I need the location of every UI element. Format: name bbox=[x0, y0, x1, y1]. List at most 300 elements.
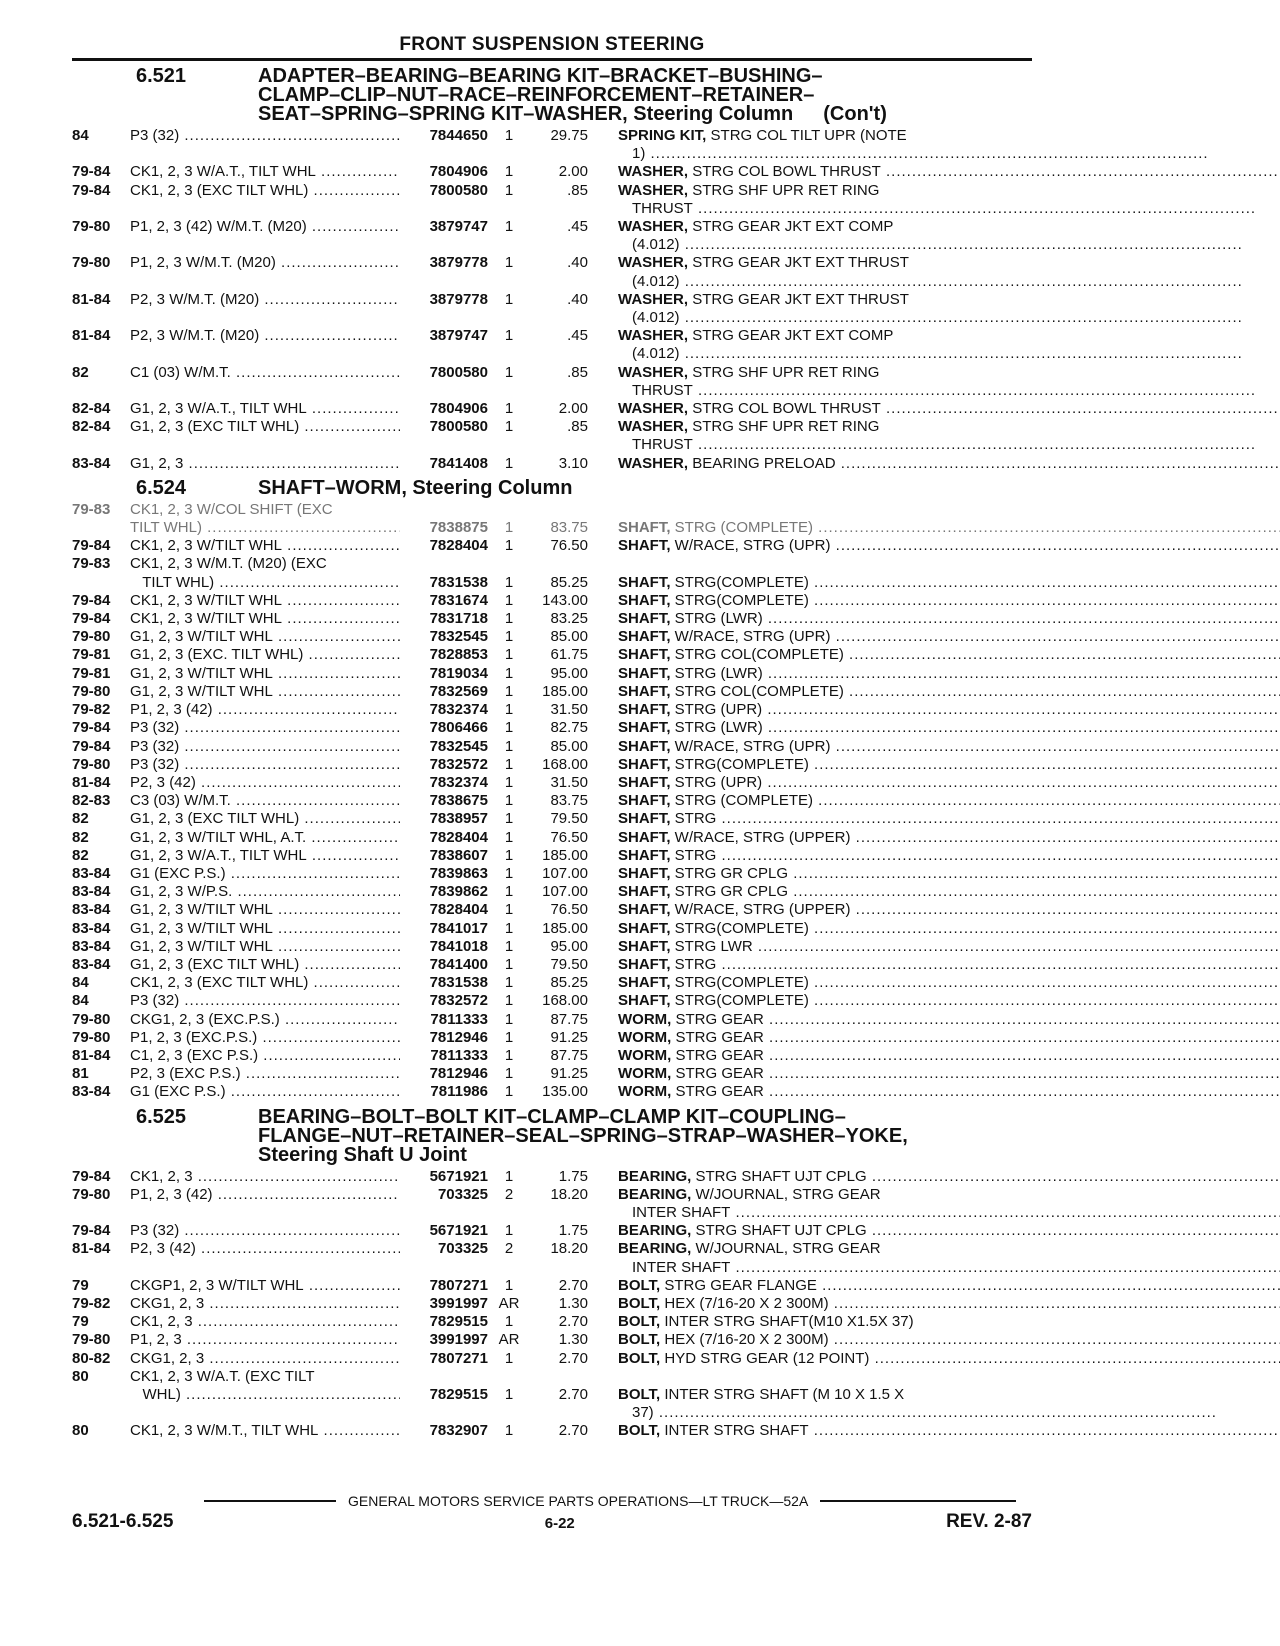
part-row bbox=[72, 163, 1032, 181]
part-name: WASHER, bbox=[618, 218, 689, 236]
description-text: STRG SHF UPR RET RING bbox=[692, 418, 880, 436]
model-applicability bbox=[130, 519, 400, 537]
price: 2.70 bbox=[558, 1313, 588, 1331]
model-text: P3 (32) bbox=[130, 1222, 180, 1240]
model-applicability bbox=[130, 163, 400, 181]
part-number bbox=[400, 555, 488, 573]
part-description bbox=[588, 1350, 1280, 1368]
price: 168.00 bbox=[542, 755, 588, 773]
year-range: 83-84 bbox=[72, 454, 111, 472]
description-line bbox=[618, 901, 1280, 919]
part-number: 7832374 bbox=[429, 701, 488, 719]
model-applicability bbox=[130, 1313, 400, 1331]
part-row bbox=[72, 555, 1032, 573]
part-name: SHAFT, bbox=[618, 646, 671, 664]
price: 135.00 bbox=[542, 1083, 588, 1101]
price: 185.00 bbox=[542, 682, 588, 700]
part-number: 3879778 bbox=[429, 254, 488, 272]
description-line bbox=[618, 938, 1280, 956]
price: 83.75 bbox=[550, 792, 588, 810]
part-number: 3991997 bbox=[429, 1331, 488, 1349]
price: 1.75 bbox=[558, 1167, 588, 1185]
price: 82.75 bbox=[550, 719, 588, 737]
description-line bbox=[618, 1313, 1032, 1331]
description-line bbox=[618, 646, 1280, 664]
price: 76.50 bbox=[550, 901, 588, 919]
part-row bbox=[72, 1047, 1032, 1065]
part-description bbox=[588, 1222, 1280, 1240]
year-range: 80 bbox=[72, 1422, 89, 1440]
model-text: CK1, 2, 3 W/COL SHIFT (EXC bbox=[130, 500, 333, 518]
description-line bbox=[618, 1168, 1280, 1186]
quantity: 1 bbox=[504, 1386, 514, 1403]
year-range: 82-83 bbox=[72, 792, 111, 810]
part-description bbox=[588, 574, 1280, 592]
description-line bbox=[618, 291, 1243, 309]
part-number: 7819034 bbox=[429, 664, 488, 682]
part-description bbox=[588, 738, 1280, 756]
description-text: STRG COL(COMPLETE) bbox=[674, 646, 844, 664]
price: 2.70 bbox=[558, 1349, 588, 1367]
model-applicability bbox=[130, 592, 400, 610]
part-name: SHAFT, bbox=[618, 591, 671, 609]
section-title-line-wrap bbox=[258, 105, 1032, 124]
model-applicability bbox=[130, 1011, 400, 1029]
part-name: SHAFT, bbox=[618, 701, 671, 719]
part-description bbox=[588, 592, 1280, 610]
model-text: G1, 2, 3 (EXC TILT WHL) bbox=[130, 955, 300, 973]
description-text: STRG GR CPLG bbox=[674, 883, 789, 901]
description-text: STRG GEAR JKT EXT THRUST bbox=[692, 290, 909, 308]
price: .85 bbox=[567, 181, 588, 199]
description-line bbox=[618, 992, 1280, 1010]
price: .45 bbox=[567, 327, 588, 345]
part-number: 7831538 bbox=[429, 974, 488, 992]
price: 91.25 bbox=[550, 1028, 588, 1046]
description-text: INTER STRG SHAFT (M 10 X 1.5 X bbox=[664, 1386, 905, 1403]
price: 2.70 bbox=[558, 1276, 588, 1294]
description-line bbox=[618, 1350, 1280, 1368]
description-continuation: (4.012) ..... bbox=[618, 236, 1243, 254]
part-row bbox=[72, 1168, 1032, 1186]
model-applicability bbox=[130, 455, 400, 473]
part-name: WASHER, bbox=[618, 163, 689, 181]
model-text: G1, 2, 3 W/TILT WHL bbox=[130, 901, 273, 919]
quantity: 1 bbox=[504, 290, 514, 308]
description-line bbox=[618, 774, 1280, 792]
part-description bbox=[588, 992, 1280, 1010]
description-text: STRG COL BOWL THRUST bbox=[692, 163, 881, 181]
part-description bbox=[588, 1029, 1280, 1047]
model-text: G1, 2, 3 bbox=[130, 454, 184, 472]
section-title-line: BEARING–BOLT–BOLT KIT–CLAMP–CLAMP KIT–COUPLING– bbox=[258, 1105, 846, 1128]
price bbox=[530, 1368, 588, 1386]
part-number: 7804906 bbox=[429, 400, 488, 418]
part-description bbox=[588, 810, 1280, 828]
part-name: WORM, bbox=[618, 1010, 672, 1028]
model-applicability bbox=[130, 1029, 400, 1047]
quantity: 1 bbox=[504, 1167, 514, 1185]
year-range: 79-80 bbox=[72, 1331, 111, 1349]
part-number: 7804906 bbox=[429, 163, 488, 181]
part-name: BEARING, bbox=[618, 1167, 692, 1185]
part-number: 7841408 bbox=[429, 454, 488, 472]
part-row bbox=[72, 865, 1032, 883]
part-description bbox=[588, 628, 1280, 646]
model-applicability bbox=[130, 920, 400, 938]
part-row bbox=[72, 1422, 1032, 1440]
model-text: CKGP1, 2, 3 W/TILT WHL bbox=[130, 1276, 304, 1294]
part-number: 5671921 bbox=[429, 1222, 488, 1240]
description-text: W/RACE, STRG (UPR) bbox=[674, 628, 831, 646]
part-row bbox=[72, 1083, 1032, 1101]
quantity: 1 bbox=[504, 828, 514, 846]
year-range: 83-84 bbox=[72, 901, 111, 919]
part-row bbox=[72, 592, 1032, 610]
description-text: STRG (UPR) bbox=[674, 701, 763, 719]
quantity: 1 bbox=[504, 919, 514, 937]
part-description bbox=[588, 1047, 1280, 1065]
part-name: BOLT, bbox=[618, 1386, 661, 1403]
description-line bbox=[618, 455, 1280, 473]
footer-line bbox=[72, 1493, 1032, 1509]
description-text: STRG SHAFT UJT CPLG bbox=[695, 1222, 867, 1240]
quantity: AR bbox=[498, 1331, 520, 1349]
part-row bbox=[72, 1277, 1032, 1295]
model-applicability bbox=[130, 555, 400, 573]
model-text: CK1, 2, 3 bbox=[130, 1313, 193, 1331]
price: 83.75 bbox=[550, 519, 588, 537]
model-applicability bbox=[130, 327, 400, 363]
quantity: 1 bbox=[504, 701, 514, 719]
part-number: 7807271 bbox=[429, 1276, 488, 1294]
part-description bbox=[588, 501, 1032, 519]
part-row bbox=[72, 992, 1032, 1010]
price: 1.30 bbox=[558, 1294, 588, 1312]
model-applicability bbox=[130, 901, 400, 919]
part-row bbox=[72, 901, 1032, 919]
part-row bbox=[72, 829, 1032, 847]
quantity: 1 bbox=[504, 737, 514, 755]
part-number: 7838607 bbox=[429, 846, 488, 864]
year-range: 80 bbox=[72, 1367, 89, 1385]
model-applicability bbox=[130, 646, 400, 664]
price: 79.50 bbox=[550, 955, 588, 973]
part-row bbox=[72, 1295, 1032, 1313]
continued-label: (Con't) bbox=[823, 103, 887, 125]
description-line bbox=[618, 610, 1280, 628]
model-applicability bbox=[130, 756, 400, 774]
year-range bbox=[72, 519, 130, 537]
price: 31.50 bbox=[550, 773, 588, 791]
price: 29.75 bbox=[550, 127, 588, 144]
part-row bbox=[72, 701, 1032, 719]
model-applicability bbox=[130, 683, 400, 701]
part-number: 7800580 bbox=[429, 181, 488, 199]
price: 85.25 bbox=[550, 573, 588, 591]
part-name: WORM, bbox=[618, 1046, 672, 1064]
description-line bbox=[618, 920, 1280, 938]
description-text: STRG (UPR) bbox=[674, 773, 763, 791]
part-row bbox=[72, 628, 1032, 646]
description-continuation: THRUST ..... bbox=[618, 382, 1256, 400]
part-row bbox=[72, 364, 1032, 400]
model-applicability bbox=[130, 1277, 400, 1295]
model-applicability bbox=[130, 182, 400, 218]
model-text: P2, 3 W/M.T. (M20) bbox=[130, 327, 260, 345]
section-number: 6.521 bbox=[136, 65, 187, 87]
year-range: 79-84 bbox=[72, 181, 111, 199]
part-name: SHAFT, bbox=[618, 737, 671, 755]
part-description bbox=[588, 1168, 1280, 1186]
description-line bbox=[618, 127, 1209, 145]
model-text: CK1, 2, 3 W/M.T. (M20) (EXC bbox=[130, 555, 327, 573]
model-text: G1, 2, 3 W/TILT WHL bbox=[130, 919, 273, 937]
part-name: BEARING, bbox=[618, 1185, 692, 1203]
model-applicability bbox=[130, 1222, 400, 1240]
model-text: G1, 2, 3 (EXC. TILT WHL) bbox=[130, 646, 304, 664]
part-row bbox=[72, 127, 1032, 163]
part-row bbox=[72, 738, 1032, 756]
part-row bbox=[72, 665, 1032, 683]
part-description bbox=[588, 455, 1280, 473]
model-applicability bbox=[130, 254, 400, 290]
price: 85.00 bbox=[550, 628, 588, 646]
part-number: 7841017 bbox=[429, 919, 488, 937]
page-title: FRONT SUSPENSION STEERING bbox=[399, 34, 705, 55]
part-description bbox=[588, 901, 1280, 919]
part-description bbox=[588, 665, 1280, 683]
year-range bbox=[72, 1386, 130, 1422]
model-text: G1, 2, 3 W/P.S. bbox=[130, 883, 233, 901]
quantity: 1 bbox=[504, 682, 514, 700]
part-description bbox=[588, 1065, 1280, 1083]
model-text: P2, 3 (42) bbox=[130, 773, 196, 791]
part-name: WASHER, bbox=[618, 363, 689, 381]
part-number: 7838675 bbox=[429, 792, 488, 810]
price bbox=[530, 555, 588, 573]
quantity: 1 bbox=[504, 846, 514, 864]
model-applicability bbox=[130, 847, 400, 865]
model-applicability bbox=[130, 418, 400, 454]
description-text: STRG bbox=[674, 955, 717, 973]
part-row bbox=[72, 327, 1032, 363]
part-number: 7832572 bbox=[429, 755, 488, 773]
part-number: 3879778 bbox=[429, 290, 488, 308]
part-description bbox=[588, 756, 1280, 774]
description-text: STRG(COMPLETE) bbox=[674, 591, 809, 609]
quantity: 1 bbox=[504, 864, 514, 882]
model-text: C1 (03) W/M.T. bbox=[130, 363, 231, 381]
part-name: SHAFT, bbox=[618, 792, 671, 810]
model-text: CKG1, 2, 3 bbox=[130, 1294, 205, 1312]
description-line bbox=[618, 327, 1243, 345]
part-description bbox=[588, 1295, 1280, 1313]
year-range: 80-82 bbox=[72, 1349, 111, 1367]
sections-container bbox=[72, 67, 1032, 1441]
description-text: STRG GEAR bbox=[675, 1083, 764, 1101]
part-name: SHAFT, bbox=[618, 846, 671, 864]
year-range: 83-84 bbox=[72, 883, 111, 901]
price: 185.00 bbox=[542, 846, 588, 864]
model-applicability bbox=[130, 956, 400, 974]
part-number: 7839863 bbox=[429, 864, 488, 882]
part-number: 7832572 bbox=[429, 992, 488, 1010]
model-text: P1, 2, 3 (42) W/M.T. (M20) bbox=[130, 218, 307, 236]
model-text: P2, 3 (EXC P.S.) bbox=[130, 1065, 241, 1083]
part-row bbox=[72, 1386, 1032, 1422]
price: 61.75 bbox=[550, 646, 588, 664]
description-text: STRG(COMPLETE) bbox=[674, 755, 809, 773]
description-continuation: 37) ..... bbox=[618, 1404, 1217, 1422]
part-number: 7832907 bbox=[429, 1422, 488, 1440]
year-range: 79-81 bbox=[72, 646, 111, 664]
model-text: G1, 2, 3 W/A.T., TILT WHL bbox=[130, 846, 307, 864]
header-rule bbox=[72, 58, 1032, 61]
description-line bbox=[618, 1222, 1280, 1240]
model-text: CK1, 2, 3 bbox=[130, 1167, 193, 1185]
model-applicability bbox=[130, 883, 400, 901]
description-text: STRG GEAR bbox=[675, 1046, 764, 1064]
part-description bbox=[588, 1368, 1032, 1386]
description-continuation: 1) ..... bbox=[618, 145, 1209, 163]
part-number: 703325 bbox=[437, 1240, 488, 1258]
part-name: SHAFT, bbox=[618, 883, 671, 901]
quantity: 1 bbox=[504, 646, 514, 664]
model-applicability bbox=[130, 792, 400, 810]
part-description bbox=[588, 1240, 1280, 1276]
model-text: G1, 2, 3 W/A.T., TILT WHL bbox=[130, 400, 307, 418]
price: 95.00 bbox=[550, 664, 588, 682]
part-row bbox=[72, 291, 1032, 327]
price: 31.50 bbox=[550, 701, 588, 719]
model-text: P3 (32) bbox=[130, 992, 180, 1010]
description-line bbox=[618, 519, 1280, 537]
part-row bbox=[72, 455, 1032, 473]
quantity: 1 bbox=[504, 883, 514, 901]
description-line bbox=[618, 1011, 1280, 1029]
part-name: BEARING, bbox=[618, 1222, 692, 1240]
part-row bbox=[72, 956, 1032, 974]
quantity: 1 bbox=[504, 628, 514, 646]
model-text: CKG1, 2, 3 (EXC.P.S.) bbox=[130, 1010, 280, 1028]
part-description bbox=[588, 610, 1280, 628]
description-text: STRG GEAR FLANGE bbox=[664, 1276, 817, 1294]
year-range: 81 bbox=[72, 1065, 89, 1083]
section-title-line: Steering Shaft U Joint bbox=[258, 1143, 467, 1166]
year-range: 82 bbox=[72, 363, 89, 381]
part-name: SHAFT, bbox=[618, 919, 671, 937]
description-text: STRG(COMPLETE) bbox=[674, 992, 809, 1010]
description-text: STRG (LWR) bbox=[674, 664, 763, 682]
model-applicability bbox=[130, 719, 400, 737]
part-name: WORM, bbox=[618, 1065, 672, 1083]
part-row bbox=[72, 1222, 1032, 1240]
part-name: SHAFT, bbox=[618, 573, 671, 591]
description-line bbox=[618, 182, 1256, 200]
description-text: INTER STRG SHAFT(M10 X1.5X 37) bbox=[664, 1313, 914, 1331]
year-range: 79-80 bbox=[72, 1028, 111, 1046]
part-description bbox=[588, 537, 1280, 555]
year-range: 84 bbox=[72, 992, 89, 1010]
part-description bbox=[588, 1083, 1280, 1101]
description-line bbox=[618, 1240, 1280, 1258]
part-name: WASHER, bbox=[618, 454, 689, 472]
part-name: WORM, bbox=[618, 1028, 672, 1046]
price: 107.00 bbox=[542, 883, 588, 901]
model-text: G1, 2, 3 (EXC TILT WHL) bbox=[130, 810, 300, 828]
part-description bbox=[588, 291, 1243, 327]
year-range: 79-84 bbox=[72, 163, 111, 181]
price: 18.20 bbox=[550, 1240, 588, 1258]
year-range: 82-84 bbox=[72, 418, 111, 436]
part-number: 703325 bbox=[437, 1185, 488, 1203]
description-text: W/RACE, STRG (UPR) bbox=[674, 537, 831, 555]
part-name: BEARING, bbox=[618, 1240, 692, 1258]
part-name: SHAFT, bbox=[618, 682, 671, 700]
quantity: 1 bbox=[504, 773, 514, 791]
year-range: 79-80 bbox=[72, 254, 111, 272]
quantity: 1 bbox=[504, 1422, 514, 1440]
description-continuation: (4.012) ..... bbox=[618, 309, 1243, 327]
model-text: TILT WHL) bbox=[130, 573, 215, 591]
part-number: 3879747 bbox=[429, 218, 488, 236]
description-line bbox=[618, 738, 1280, 756]
part-row bbox=[72, 974, 1032, 992]
model-text: P1, 2, 3 W/M.T. (M20) bbox=[130, 254, 276, 272]
part-row bbox=[72, 537, 1032, 555]
model-applicability bbox=[130, 501, 400, 519]
model-text: WHL) bbox=[130, 1386, 181, 1403]
part-row bbox=[72, 1331, 1032, 1349]
part-description bbox=[588, 956, 1280, 974]
description-line bbox=[618, 883, 1280, 901]
year-range: 82 bbox=[72, 846, 89, 864]
part-row bbox=[72, 646, 1032, 664]
section-title bbox=[258, 476, 1032, 499]
model-applicability bbox=[130, 1186, 400, 1222]
part-row bbox=[72, 218, 1032, 254]
price bbox=[530, 501, 588, 519]
year-range: 79-80 bbox=[72, 682, 111, 700]
part-name: WORM, bbox=[618, 1083, 672, 1101]
description-line bbox=[618, 756, 1280, 774]
part-row bbox=[72, 1186, 1032, 1222]
part-number: 3879747 bbox=[429, 327, 488, 345]
price: .85 bbox=[567, 363, 588, 381]
section-number: 6.524 bbox=[136, 476, 187, 499]
quantity bbox=[488, 555, 530, 573]
description-text: STRG SHF UPR RET RING bbox=[692, 363, 880, 381]
year-range: 79-83 bbox=[72, 500, 111, 518]
footer-rule-left bbox=[204, 1500, 336, 1502]
model-applicability bbox=[130, 1168, 400, 1186]
description-line bbox=[618, 1186, 1280, 1204]
price: 143.00 bbox=[542, 591, 588, 609]
part-name: BOLT, bbox=[618, 1422, 661, 1440]
part-description bbox=[588, 400, 1280, 418]
price: 185.00 bbox=[542, 919, 588, 937]
part-name: SHAFT, bbox=[618, 719, 671, 737]
model-text: CK1, 2, 3 W/TILT WHL bbox=[130, 610, 282, 628]
part-description bbox=[588, 1386, 1217, 1422]
part-number: 7812946 bbox=[429, 1065, 488, 1083]
part-number: 7832545 bbox=[429, 628, 488, 646]
model-text: G1 (EXC P.S.) bbox=[130, 1083, 226, 1101]
description-text: STRG bbox=[674, 846, 717, 864]
description-line bbox=[618, 1277, 1280, 1295]
price: .85 bbox=[567, 418, 588, 436]
